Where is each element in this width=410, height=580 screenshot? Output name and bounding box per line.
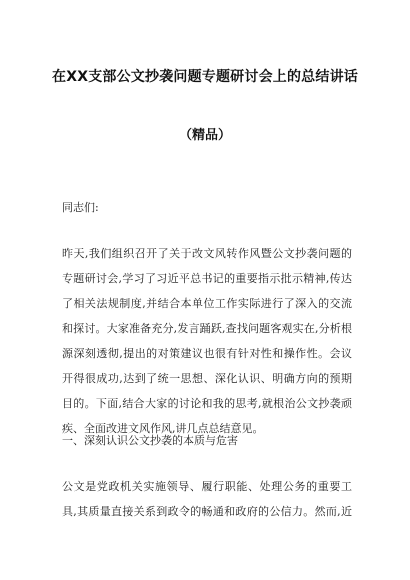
section-heading-1-text: 一、深刻认识公文抄袭的本质与危害 bbox=[62, 434, 238, 447]
document-subtitle: （精品） bbox=[178, 128, 231, 143]
salutation-text: 同志们: bbox=[62, 201, 99, 214]
paragraph-1-line: 开得很成功,达到了统一思想、深化认识、明确方向的预期 bbox=[62, 372, 352, 385]
paragraph-1-line: 专题研讨会,学习了习近平总书记的重要指示批示精神,传达 bbox=[62, 272, 352, 285]
paragraph-1-line: 昨天,我们组织召开了关于改文风转作风暨公文抄袭问题的 bbox=[62, 247, 352, 260]
paragraph-2-line: 具,其质量直接关系到政令的畅通和政府的公信力。然而,近 bbox=[62, 505, 352, 518]
paragraph-2 bbox=[62, 474, 352, 524]
document-title: 在XX支部公文抄袭问题专题研讨会上的总结讲话 bbox=[52, 69, 358, 85]
section-heading-1 bbox=[62, 428, 352, 453]
salutation bbox=[62, 195, 352, 220]
paragraph-2-line: 公文是党政机关实施领导、履行职能、处理公务的重要工 bbox=[62, 480, 352, 493]
paragraph-1-line: 目的。下面,结合大家的讨论和我的思考,就根治公文抄袭顽 bbox=[62, 397, 352, 410]
paragraph-1-line: 和探讨。大家准备充分,发言踊跃,查找问题客观实在,分析根 bbox=[62, 322, 352, 335]
paragraph-1-line: 了相关法规制度,并结合本单位工作实际进行了深入的交流 bbox=[62, 297, 352, 310]
paragraph-1-line: 源深刻透彻,提出的对策建议也很有针对性和操作性。会议 bbox=[62, 347, 352, 360]
paragraph-1-line: 疾、全面改进文风作风,讲几点总结意见。 bbox=[62, 422, 264, 435]
paragraph-1 bbox=[62, 241, 352, 441]
